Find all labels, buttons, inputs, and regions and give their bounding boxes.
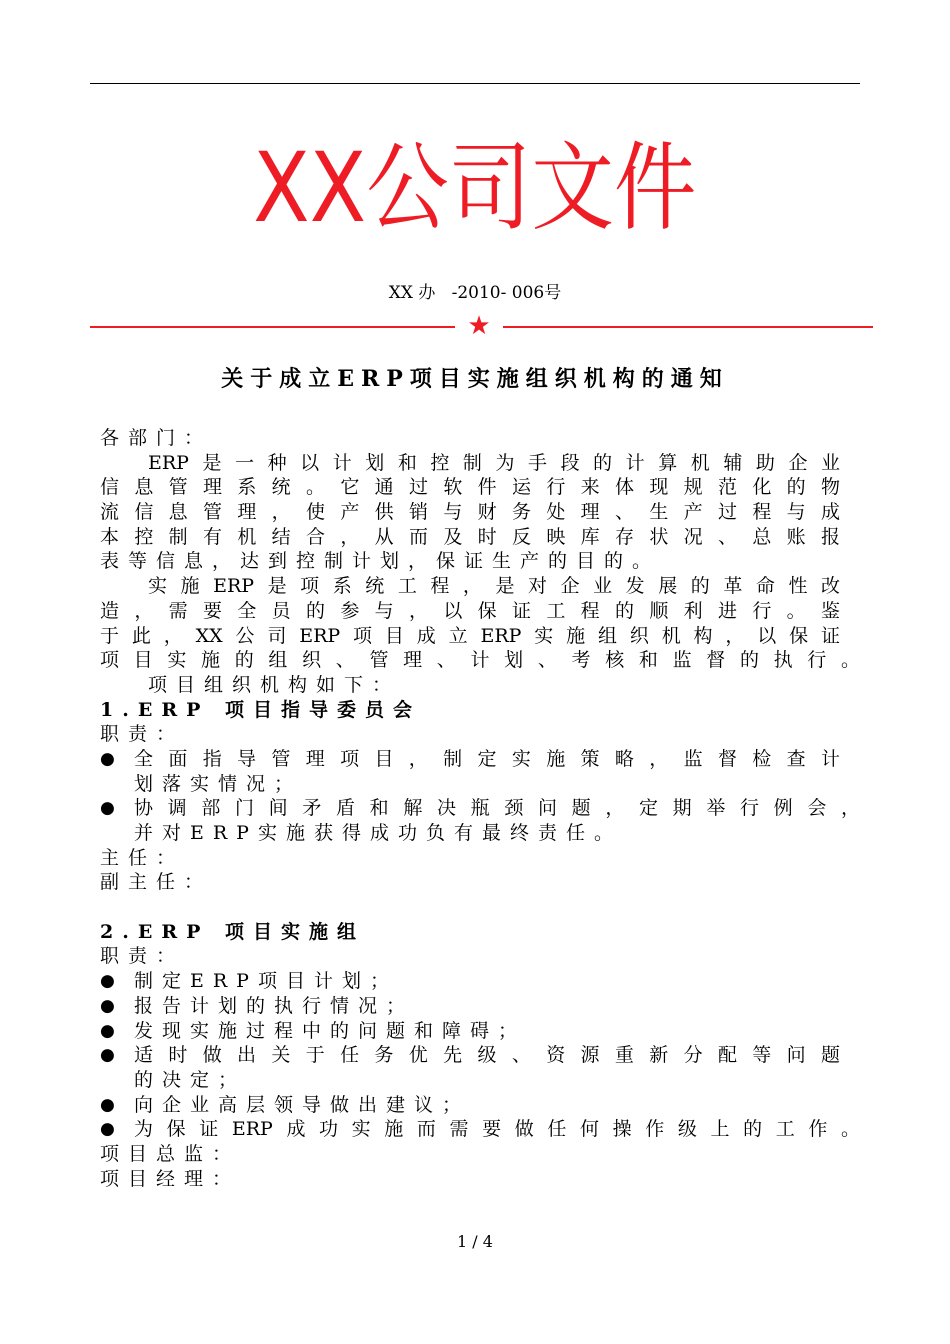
para1-line: 表等信息，达到控制计划，保证生产的目的。 <box>100 550 661 573</box>
para1-line: ERP是一种以计划和控制为手段的计算机辅助企业 <box>148 451 840 474</box>
bullet-icon: ● <box>100 1119 115 1140</box>
section1-bullet: ● 全面指导管理项目，制定实施策略，监督检查计 <box>100 747 840 770</box>
section2-bullet: ● 发现实施过程中的问题和障碍； <box>100 1019 527 1042</box>
section1-bullet-continued: 划落实情况； <box>134 772 303 795</box>
bullet-icon: ● <box>100 798 115 819</box>
red-rule-left <box>90 326 455 328</box>
bullet-icon: ● <box>100 1045 115 1066</box>
page-number: 1 / 4 <box>457 1232 493 1251</box>
para1-line: 流信息管理，使产供销与财务处理、生产过程与成 <box>100 501 840 524</box>
section1-heading: 1.ERP 项目指导委员会 <box>100 698 422 721</box>
section2-bullet: ● 制定ERP项目计划； <box>100 970 398 993</box>
para2-line: 实施ERP是项系统工程，是对企业发展的革命性改 <box>148 575 840 598</box>
director-label: 主任： <box>100 846 185 869</box>
section2-duty-label: 职责： <box>100 945 185 968</box>
salutation: 各部门： <box>100 427 213 449</box>
section1-bullet: ● 协调部门间矛盾和解决瓶颈问题，定期举行例会， <box>100 797 860 820</box>
section2-bullet: ● 向企业高层领导做出建议； <box>100 1093 471 1116</box>
document-headline: XX公司文件 <box>253 132 697 244</box>
para1-line: 信息管理系统。它通过软件运行来体现规范化的物 <box>100 476 840 499</box>
section2-bullet: ● 报告计划的执行情况； <box>100 994 415 1017</box>
bullet-icon: ● <box>100 971 124 992</box>
top-rule <box>90 83 860 84</box>
notice-title: 关于成立ERP项目实施组织机构的通知 <box>221 366 729 392</box>
section2-bullet: ● 为保证ERP成功实施而需要做任何操作级上的工作。 <box>100 1118 860 1141</box>
section1-duty-label: 职责： <box>100 723 185 746</box>
para2-line: 造，需要全员的参与，以保证工程的顺利进行。鉴 <box>100 599 840 622</box>
notice-body <box>100 426 860 1191</box>
section2-heading: 2.ERP 项目实施组 <box>100 920 366 943</box>
project-supervisor-label: 项目总监： <box>100 1142 241 1165</box>
section2-bullet: ● 适时做出关于任务优先级、资源重新分配等问题 <box>100 1044 840 1067</box>
red-rule-right <box>503 326 873 328</box>
document-number: XX 办 -2010- 006号 <box>388 283 562 303</box>
bullet-icon: ● <box>100 995 124 1016</box>
spacer <box>100 895 860 920</box>
project-manager-label: 项目经理： <box>100 1167 241 1190</box>
star-icon: ★ <box>467 311 491 341</box>
section2-bullet-continued: 的决定； <box>134 1068 247 1091</box>
section1-bullet-continued: 并对ERP实施获得成功负有最终责任。 <box>134 822 622 844</box>
deputy-director-label: 副主任： <box>100 871 213 894</box>
org-intro: 项目组织机构如下： <box>148 673 401 696</box>
para1-line: 本控制有机结合，从而及时反映库存状况、总账报 <box>100 525 840 548</box>
bullet-icon: ● <box>100 748 115 769</box>
bullet-icon: ● <box>100 1020 124 1041</box>
para2-line: 项目实施的组织、管理、计划、考核和监督的执行。 <box>100 649 860 672</box>
para2-line: 于此，XX公司ERP项目成立ERP实施组织机构，以保证 <box>100 624 840 647</box>
bullet-icon: ● <box>100 1094 124 1115</box>
